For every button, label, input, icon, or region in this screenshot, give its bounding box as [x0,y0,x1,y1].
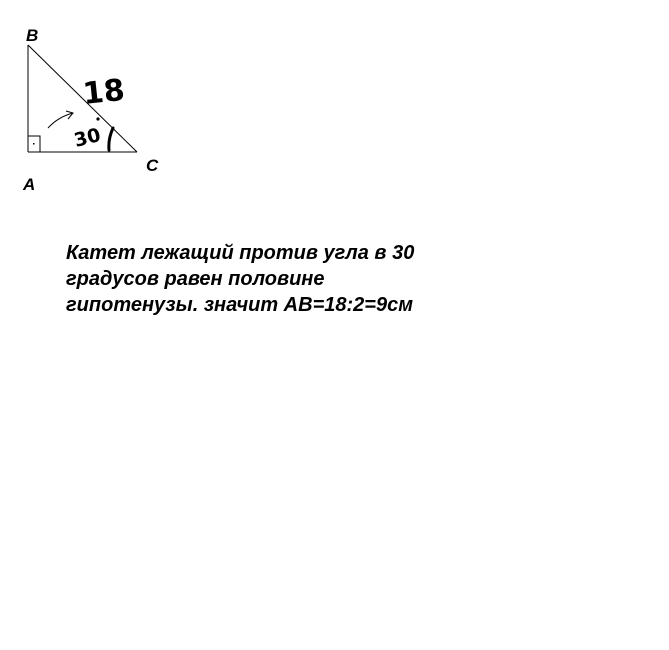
vertex-label-b: B [26,26,39,45]
hypotenuse-length-label: 18 [81,72,127,112]
explanation-line-2: градусов равен половине [66,268,325,290]
right-angle-dot [33,143,35,145]
explanation-text [66,240,466,318]
angle-c-label: 30 [71,124,103,152]
degree-mark [96,117,99,120]
angle-c-arc [109,128,113,150]
vertex-label-c: C [146,156,159,175]
vertex-label-a: A [23,175,36,194]
pointer-arrow-icon [48,113,73,128]
explanation-line-3: гипотенузы. значит AB=18:2=9см [66,294,413,316]
explanation-line-1: Катет лежащий против угла в 30 [66,242,415,264]
